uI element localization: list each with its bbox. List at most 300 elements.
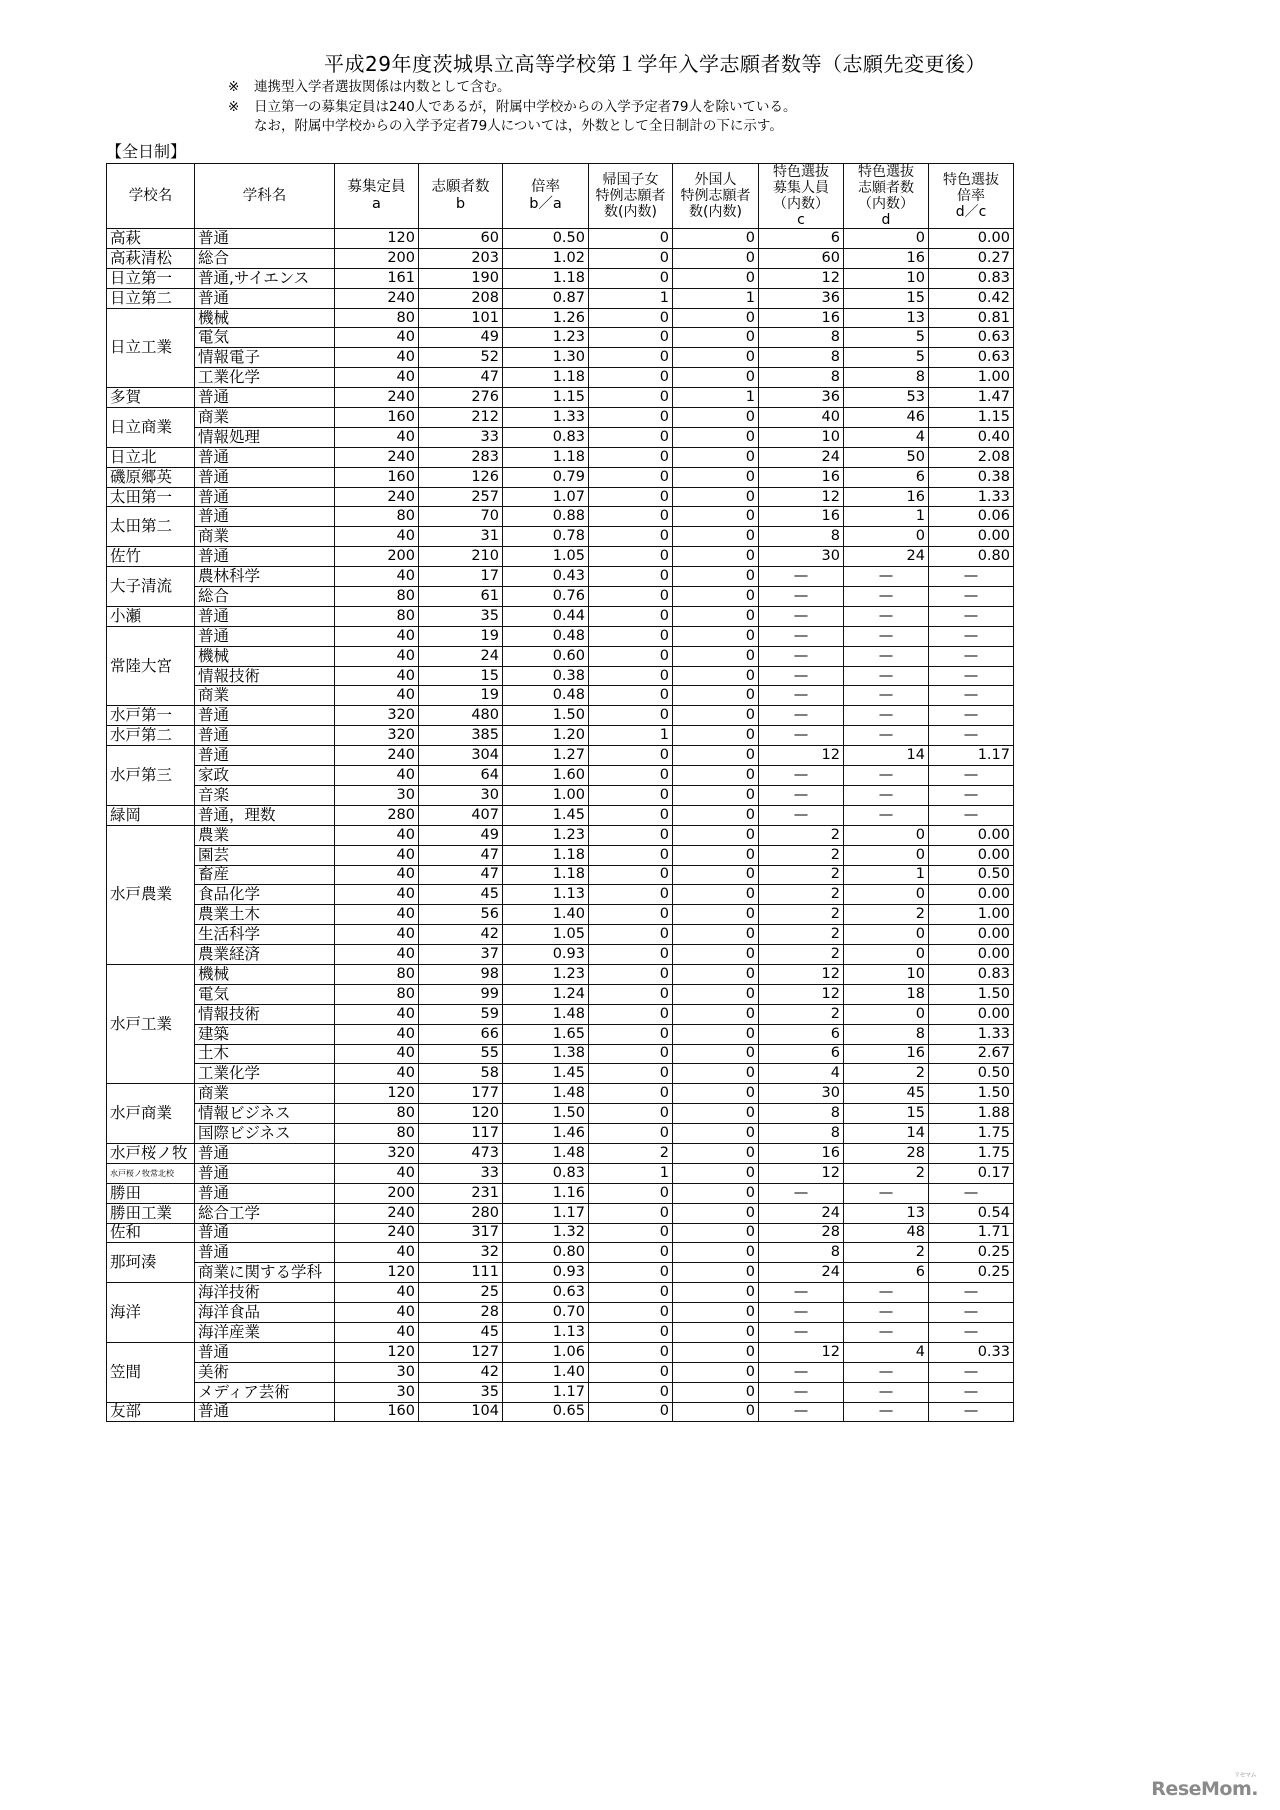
returnee-applicants-cell: 0	[589, 825, 673, 845]
special-applicants-d-cell: 2	[844, 1163, 929, 1183]
applicants-b-cell: 49	[419, 328, 503, 348]
ratio-b-a-cell: 0.78	[503, 527, 589, 547]
department-cell: 普通	[195, 487, 335, 507]
foreign-applicants-cell: 0	[673, 447, 759, 467]
special-capacity-c-cell: —	[759, 805, 844, 825]
capacity-a-cell: 80	[335, 587, 419, 607]
applicants-b-cell: 47	[419, 845, 503, 865]
special-ratio-d-c-cell: —	[929, 567, 1014, 587]
applicants-b-cell: 177	[419, 1084, 503, 1104]
ratio-b-a-cell: 0.44	[503, 606, 589, 626]
column-header-line: 倍率	[957, 188, 985, 204]
applicants-b-cell: 283	[419, 447, 503, 467]
table-row	[107, 666, 1014, 686]
special-capacity-c-cell: —	[759, 766, 844, 786]
table-row	[107, 706, 1014, 726]
table-row	[107, 1163, 1014, 1183]
column-header-line: 特色選抜	[773, 164, 829, 180]
foreign-applicants-cell: 0	[673, 1004, 759, 1024]
special-ratio-d-c-cell: 1.50	[929, 1084, 1014, 1104]
special-applicants-d-cell: —	[844, 1183, 929, 1203]
ratio-b-a-cell: 1.23	[503, 964, 589, 984]
special-capacity-c-cell: 12	[759, 746, 844, 766]
special-ratio-d-c-cell: 2.67	[929, 1044, 1014, 1064]
special-applicants-d-cell: —	[844, 587, 929, 607]
applicants-b-cell: 276	[419, 388, 503, 408]
special-capacity-c-cell: —	[759, 606, 844, 626]
special-ratio-d-c-cell: 1.33	[929, 1024, 1014, 1044]
ratio-b-a-cell: 0.83	[503, 1163, 589, 1183]
returnee-applicants-cell: 0	[589, 984, 673, 1004]
special-ratio-d-c-cell: —	[929, 805, 1014, 825]
department-cell: メディア芸術	[195, 1382, 335, 1402]
table-row	[107, 1342, 1014, 1362]
foreign-applicants-cell: 0	[673, 885, 759, 905]
ratio-b-a-cell: 0.83	[503, 427, 589, 447]
returnee-applicants-cell: 0	[589, 348, 673, 368]
school-name-cell: 友部	[107, 1402, 195, 1422]
special-capacity-c-cell: 24	[759, 1263, 844, 1283]
special-ratio-d-c-cell: 0.00	[929, 527, 1014, 547]
returnee-applicants-cell: 0	[589, 1223, 673, 1243]
column-header-capacity-a	[335, 164, 419, 229]
special-capacity-c-cell: 24	[759, 1203, 844, 1223]
school-name-cell: 水戸商業	[107, 1084, 195, 1144]
table-row	[107, 726, 1014, 746]
ratio-b-a-cell: 1.40	[503, 905, 589, 925]
special-applicants-d-cell: 16	[844, 1044, 929, 1064]
special-capacity-c-cell: 6	[759, 229, 844, 249]
special-applicants-d-cell: 45	[844, 1084, 929, 1104]
ratio-b-a-cell: 1.45	[503, 805, 589, 825]
applicants-b-cell: 117	[419, 1124, 503, 1144]
ratio-b-a-cell: 1.15	[503, 388, 589, 408]
table-row	[107, 805, 1014, 825]
capacity-a-cell: 80	[335, 507, 419, 527]
table-row	[107, 268, 1014, 288]
column-header-line: 特色選抜	[943, 172, 999, 188]
department-cell: 機械	[195, 646, 335, 666]
ratio-b-a-cell: 0.80	[503, 1243, 589, 1263]
capacity-a-cell: 40	[335, 845, 419, 865]
column-header-applicants-b	[419, 164, 503, 229]
foreign-applicants-cell: 0	[673, 1322, 759, 1342]
capacity-a-cell: 160	[335, 1402, 419, 1422]
capacity-a-cell: 120	[335, 1263, 419, 1283]
special-capacity-c-cell: —	[759, 785, 844, 805]
special-applicants-d-cell: —	[844, 1362, 929, 1382]
table-row	[107, 248, 1014, 268]
foreign-applicants-cell: 0	[673, 1024, 759, 1044]
special-applicants-d-cell: 15	[844, 1104, 929, 1124]
special-capacity-c-cell: 16	[759, 1143, 844, 1163]
special-ratio-d-c-cell: 0.63	[929, 348, 1014, 368]
special-capacity-c-cell: 2	[759, 905, 844, 925]
applicants-b-cell: 70	[419, 507, 503, 527]
foreign-applicants-cell: 0	[673, 1283, 759, 1303]
returnee-applicants-cell: 0	[589, 1044, 673, 1064]
applicants-b-cell: 104	[419, 1402, 503, 1422]
ratio-b-a-cell: 1.50	[503, 1104, 589, 1124]
special-capacity-c-cell: 2	[759, 865, 844, 885]
school-name-cell: 海洋	[107, 1283, 195, 1343]
special-ratio-d-c-cell: 1.15	[929, 408, 1014, 428]
department-cell: 土木	[195, 1044, 335, 1064]
school-name-cell: 笠間	[107, 1342, 195, 1402]
returnee-applicants-cell: 0	[589, 248, 673, 268]
special-ratio-d-c-cell: 0.00	[929, 229, 1014, 249]
capacity-a-cell: 40	[335, 368, 419, 388]
special-applicants-d-cell: —	[844, 1303, 929, 1323]
special-capacity-c-cell: 60	[759, 248, 844, 268]
ratio-b-a-cell: 1.17	[503, 1382, 589, 1402]
applicants-b-cell: 19	[419, 686, 503, 706]
department-cell: 食品化学	[195, 885, 335, 905]
special-applicants-d-cell: —	[844, 706, 929, 726]
department-cell: 普通	[195, 706, 335, 726]
special-ratio-d-c-cell: 1.71	[929, 1223, 1014, 1243]
special-applicants-d-cell: 53	[844, 388, 929, 408]
column-header-line: 志願者数	[858, 180, 914, 196]
department-cell: 商業	[195, 686, 335, 706]
ratio-b-a-cell: 1.18	[503, 845, 589, 865]
special-ratio-d-c-cell: 1.33	[929, 487, 1014, 507]
school-name-cell: 常陸大宮	[107, 626, 195, 706]
table-row	[107, 348, 1014, 368]
table-row	[107, 825, 1014, 845]
table-row	[107, 328, 1014, 348]
capacity-a-cell: 40	[335, 905, 419, 925]
special-capacity-c-cell: 8	[759, 348, 844, 368]
department-cell: 情報技術	[195, 666, 335, 686]
special-ratio-d-c-cell: 0.83	[929, 964, 1014, 984]
department-cell: 工業化学	[195, 1064, 335, 1084]
applicants-b-cell: 120	[419, 1104, 503, 1124]
applicants-b-cell: 52	[419, 348, 503, 368]
foreign-applicants-cell: 0	[673, 1044, 759, 1064]
returnee-applicants-cell: 0	[589, 746, 673, 766]
department-cell: 普通	[195, 606, 335, 626]
applicants-b-cell: 317	[419, 1223, 503, 1243]
special-capacity-c-cell: 12	[759, 1342, 844, 1362]
table-row	[107, 885, 1014, 905]
returnee-applicants-cell: 0	[589, 587, 673, 607]
school-name-cell: 水戸第一	[107, 706, 195, 726]
special-applicants-d-cell: 0	[844, 825, 929, 845]
returnee-applicants-cell: 0	[589, 964, 673, 984]
ratio-b-a-cell: 1.26	[503, 308, 589, 328]
foreign-applicants-cell: 0	[673, 865, 759, 885]
applicants-table	[106, 163, 1014, 1422]
special-applicants-d-cell: 10	[844, 268, 929, 288]
special-capacity-c-cell: 6	[759, 1024, 844, 1044]
column-header-foreign-applicants	[673, 164, 759, 229]
applicants-b-cell: 98	[419, 964, 503, 984]
applicants-b-cell: 111	[419, 1263, 503, 1283]
returnee-applicants-cell: 0	[589, 845, 673, 865]
table-row	[107, 1382, 1014, 1402]
capacity-a-cell: 40	[335, 825, 419, 845]
special-applicants-d-cell: 18	[844, 984, 929, 1004]
special-capacity-c-cell: —	[759, 567, 844, 587]
returnee-applicants-cell: 0	[589, 1084, 673, 1104]
department-cell: 普通	[195, 1342, 335, 1362]
table-row	[107, 467, 1014, 487]
special-ratio-d-c-cell: —	[929, 1283, 1014, 1303]
special-ratio-d-c-cell: 1.75	[929, 1124, 1014, 1144]
special-ratio-d-c-cell: 0.17	[929, 1163, 1014, 1183]
capacity-a-cell: 40	[335, 1283, 419, 1303]
department-cell: 総合	[195, 587, 335, 607]
foreign-applicants-cell: 0	[673, 626, 759, 646]
foreign-applicants-cell: 0	[673, 587, 759, 607]
foreign-applicants-cell: 0	[673, 527, 759, 547]
capacity-a-cell: 80	[335, 606, 419, 626]
capacity-a-cell: 240	[335, 487, 419, 507]
foreign-applicants-cell: 0	[673, 328, 759, 348]
special-ratio-d-c-cell: 0.00	[929, 1004, 1014, 1024]
special-ratio-d-c-cell: 0.42	[929, 288, 1014, 308]
column-header-line: 帰国子女	[602, 172, 659, 188]
department-cell: 普通	[195, 626, 335, 646]
applicants-b-cell: 37	[419, 945, 503, 965]
school-name-cell: 水戸工業	[107, 964, 195, 1083]
special-ratio-d-c-cell: 0.27	[929, 248, 1014, 268]
special-ratio-d-c-cell: 2.08	[929, 447, 1014, 467]
returnee-applicants-cell: 0	[589, 1342, 673, 1362]
capacity-a-cell: 200	[335, 547, 419, 567]
applicants-b-cell: 64	[419, 766, 503, 786]
returnee-applicants-cell: 0	[589, 229, 673, 249]
special-capacity-c-cell: —	[759, 1303, 844, 1323]
department-cell: 普通	[195, 467, 335, 487]
watermark-text: ReseMom.	[1151, 1778, 1258, 1800]
special-ratio-d-c-cell: 1.00	[929, 368, 1014, 388]
column-header-school-name	[107, 164, 195, 229]
special-ratio-d-c-cell: 1.88	[929, 1104, 1014, 1124]
foreign-applicants-cell: 0	[673, 945, 759, 965]
ratio-b-a-cell: 1.27	[503, 746, 589, 766]
special-ratio-d-c-cell: 0.63	[929, 328, 1014, 348]
special-capacity-c-cell: 2	[759, 825, 844, 845]
department-cell: 情報技術	[195, 1004, 335, 1024]
special-applicants-d-cell: 16	[844, 248, 929, 268]
special-applicants-d-cell: 16	[844, 487, 929, 507]
special-applicants-d-cell: —	[844, 1382, 929, 1402]
special-capacity-c-cell: 2	[759, 925, 844, 945]
special-applicants-d-cell: —	[844, 626, 929, 646]
school-name-cell: 高萩清松	[107, 248, 195, 268]
table-row	[107, 925, 1014, 945]
capacity-a-cell: 40	[335, 666, 419, 686]
foreign-applicants-cell: 0	[673, 308, 759, 328]
special-ratio-d-c-cell: 0.25	[929, 1243, 1014, 1263]
table-row	[107, 547, 1014, 567]
applicants-b-cell: 61	[419, 587, 503, 607]
returnee-applicants-cell: 0	[589, 408, 673, 428]
ratio-b-a-cell: 0.88	[503, 507, 589, 527]
ratio-b-a-cell: 1.45	[503, 1064, 589, 1084]
foreign-applicants-cell: 0	[673, 547, 759, 567]
applicants-b-cell: 17	[419, 567, 503, 587]
ratio-b-a-cell: 1.18	[503, 268, 589, 288]
table-row	[107, 1084, 1014, 1104]
capacity-a-cell: 120	[335, 229, 419, 249]
column-header-ratio-b-a	[503, 164, 589, 229]
capacity-a-cell: 40	[335, 626, 419, 646]
special-applicants-d-cell: —	[844, 805, 929, 825]
special-ratio-d-c-cell: 0.00	[929, 945, 1014, 965]
school-name-cell: 日立工業	[107, 308, 195, 388]
table-row	[107, 1223, 1014, 1243]
foreign-applicants-cell: 0	[673, 666, 759, 686]
capacity-a-cell: 40	[335, 945, 419, 965]
department-cell: 機械	[195, 308, 335, 328]
special-applicants-d-cell: 0	[844, 925, 929, 945]
ratio-b-a-cell: 1.40	[503, 1362, 589, 1382]
returnee-applicants-cell: 1	[589, 1163, 673, 1183]
school-name-cell: 佐竹	[107, 547, 195, 567]
special-applicants-d-cell: 0	[844, 229, 929, 249]
applicants-b-cell: 56	[419, 905, 503, 925]
special-ratio-d-c-cell: —	[929, 587, 1014, 607]
department-cell: 情報ビジネス	[195, 1104, 335, 1124]
capacity-a-cell: 80	[335, 984, 419, 1004]
special-capacity-c-cell: —	[759, 1183, 844, 1203]
applicants-b-cell: 24	[419, 646, 503, 666]
table-row	[107, 1064, 1014, 1084]
foreign-applicants-cell: 0	[673, 1203, 759, 1223]
department-cell: 園芸	[195, 845, 335, 865]
foreign-applicants-cell: 0	[673, 1183, 759, 1203]
school-name-cell: 日立北	[107, 447, 195, 467]
special-ratio-d-c-cell: 1.75	[929, 1143, 1014, 1163]
column-header-line: 志願者数	[431, 179, 490, 195]
note-2	[228, 98, 796, 117]
special-ratio-d-c-cell: 0.80	[929, 547, 1014, 567]
applicants-b-cell: 42	[419, 925, 503, 945]
special-ratio-d-c-cell: 0.50	[929, 865, 1014, 885]
special-capacity-c-cell: 40	[759, 408, 844, 428]
applicants-b-cell: 257	[419, 487, 503, 507]
note-text: 日立第一の募集定員は240人であるが，附属中学校からの入学予定者79人を除いている。	[254, 99, 797, 115]
capacity-a-cell: 40	[335, 1064, 419, 1084]
special-capacity-c-cell: 16	[759, 308, 844, 328]
applicants-b-cell: 42	[419, 1362, 503, 1382]
foreign-applicants-cell: 0	[673, 268, 759, 288]
table-row	[107, 606, 1014, 626]
column-header-line: 募集定員	[347, 179, 406, 195]
applicants-b-cell: 407	[419, 805, 503, 825]
special-applicants-d-cell: 2	[844, 905, 929, 925]
department-cell: 海洋技術	[195, 1283, 335, 1303]
department-cell: 工業化学	[195, 368, 335, 388]
ratio-b-a-cell: 0.48	[503, 626, 589, 646]
special-ratio-d-c-cell: —	[929, 626, 1014, 646]
special-capacity-c-cell: 2	[759, 945, 844, 965]
capacity-a-cell: 40	[335, 646, 419, 666]
ratio-b-a-cell: 1.05	[503, 925, 589, 945]
special-ratio-d-c-cell: 0.50	[929, 1064, 1014, 1084]
special-applicants-d-cell: 24	[844, 547, 929, 567]
capacity-a-cell: 240	[335, 447, 419, 467]
special-ratio-d-c-cell: —	[929, 726, 1014, 746]
returnee-applicants-cell: 0	[589, 567, 673, 587]
ratio-b-a-cell: 1.18	[503, 368, 589, 388]
table-row	[107, 447, 1014, 467]
column-header-department-name	[195, 164, 335, 229]
applicants-b-cell: 28	[419, 1303, 503, 1323]
department-cell: 商業	[195, 1084, 335, 1104]
note-mark: ※	[228, 79, 240, 95]
table-row	[107, 1362, 1014, 1382]
capacity-a-cell: 200	[335, 248, 419, 268]
department-cell: 家政	[195, 766, 335, 786]
returnee-applicants-cell: 0	[589, 646, 673, 666]
department-cell: 普通	[195, 1143, 335, 1163]
department-cell: 総合工学	[195, 1203, 335, 1223]
foreign-applicants-cell: 0	[673, 1084, 759, 1104]
returnee-applicants-cell: 0	[589, 1402, 673, 1422]
table-row	[107, 487, 1014, 507]
column-header-line: 学校名	[128, 187, 173, 204]
department-cell: 普通	[195, 388, 335, 408]
special-ratio-d-c-cell: —	[929, 686, 1014, 706]
ratio-b-a-cell: 1.05	[503, 547, 589, 567]
foreign-applicants-cell: 0	[673, 1163, 759, 1183]
special-capacity-c-cell: 2	[759, 1004, 844, 1024]
special-capacity-c-cell: —	[759, 626, 844, 646]
column-header-line: 学科名	[242, 187, 287, 204]
department-cell: 普通	[195, 288, 335, 308]
department-cell: 普通，理数	[195, 805, 335, 825]
table-row	[107, 1303, 1014, 1323]
special-capacity-c-cell: 6	[759, 1044, 844, 1064]
table-row	[107, 626, 1014, 646]
returnee-applicants-cell: 0	[589, 1124, 673, 1144]
ratio-b-a-cell: 1.48	[503, 1084, 589, 1104]
ratio-b-a-cell: 1.38	[503, 1044, 589, 1064]
applicants-b-cell: 45	[419, 1322, 503, 1342]
special-capacity-c-cell: 30	[759, 547, 844, 567]
applicants-b-cell: 66	[419, 1024, 503, 1044]
special-capacity-c-cell: 30	[759, 1084, 844, 1104]
capacity-a-cell: 40	[335, 567, 419, 587]
capacity-a-cell: 40	[335, 885, 419, 905]
applicants-b-cell: 480	[419, 706, 503, 726]
table-row	[107, 964, 1014, 984]
foreign-applicants-cell: 0	[673, 646, 759, 666]
table-row	[107, 1283, 1014, 1303]
special-applicants-d-cell: 0	[844, 1004, 929, 1024]
special-applicants-d-cell: 28	[844, 1143, 929, 1163]
department-cell: 普通	[195, 1243, 335, 1263]
applicants-b-cell: 203	[419, 248, 503, 268]
applicants-b-cell: 32	[419, 1243, 503, 1263]
ratio-b-a-cell: 0.63	[503, 1283, 589, 1303]
ratio-b-a-cell: 1.65	[503, 1024, 589, 1044]
column-header-line: （内数）	[858, 196, 914, 212]
special-capacity-c-cell: 16	[759, 467, 844, 487]
special-ratio-d-c-cell: 1.47	[929, 388, 1014, 408]
capacity-a-cell: 240	[335, 1203, 419, 1223]
special-capacity-c-cell: 2	[759, 845, 844, 865]
foreign-applicants-cell: 0	[673, 408, 759, 428]
table-row	[107, 785, 1014, 805]
foreign-applicants-cell: 0	[673, 1263, 759, 1283]
foreign-applicants-cell: 0	[673, 567, 759, 587]
applicants-b-cell: 30	[419, 785, 503, 805]
